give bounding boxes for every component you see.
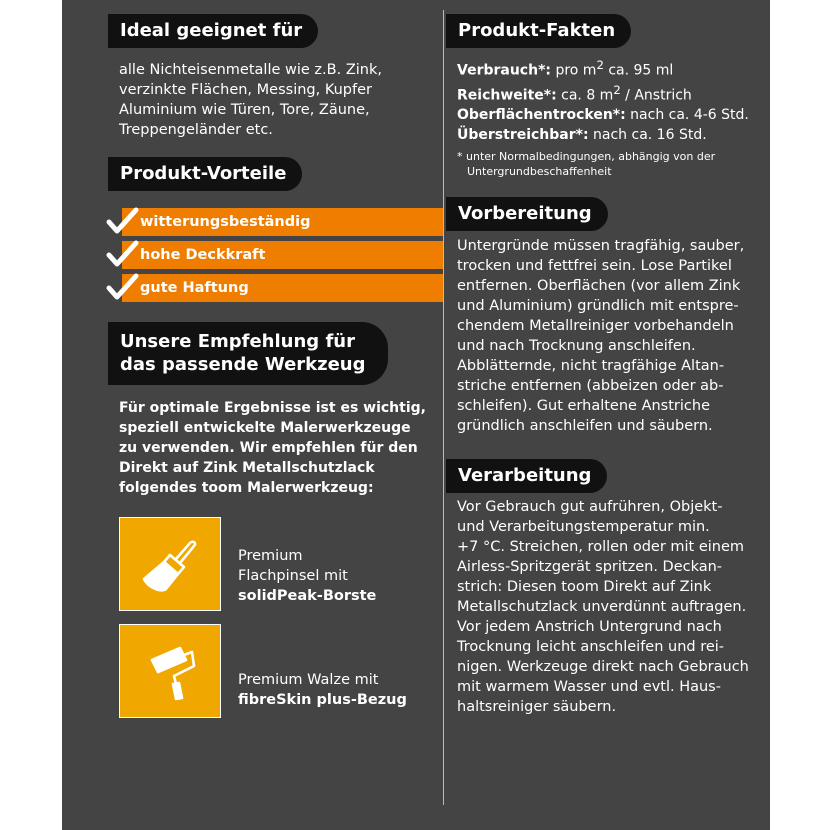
brush-icon [140,533,200,595]
empfehlung-heading: Unsere Empfehlung für das passende Werkzeug [108,322,388,385]
verarbeitung-heading: Verarbeitung [446,459,607,493]
brush-label: Premium Flachpinsel mit solidPeak-Borste [238,548,377,604]
fact-row: Oberflächentrocken*: nach ca. 4-6 Std. [457,107,749,124]
fact-row: Überstreichbar*: nach ca. 16 Std. [457,126,707,143]
ideal-text: alle Nichteisenmetalle wie z.B. Zink, verzinkte Flächen, Messing, Kupfer Aluminium wie Türen, Tore, Zäune, Treppengeländer etc. [119,62,382,138]
empfehlung-intro: Für optimale Ergebnisse ist es wichtig, speziell entwickelte Malerwerkzeuge zu verwenden. Wir empfehlen für den Direkt auf Zink Metallschutzlack folgendes toom Malerwerkzeug: [119,400,426,496]
benefit-item: hohe Deckkraft [122,241,443,269]
vorbereitung-text: Untergründe müssen tragfähig, sauber, trocken und fettfrei sein. Lose Partikel entfernen. Oberflächen (vor allem Zink und Aluminium) gründlich mit entspre- chendem Metallreiniger vorbehandeln und nach Trocknung anschleifen. Abblätternde, nicht tragfähige Altan- striche entfernen (abbeizen oder ab- schleifen). Gut erhaltene Anstriche gründlich anschleifen und säubern. [457,238,745,434]
brush-tile [119,517,221,611]
ideal-heading: Ideal geeignet für [108,14,318,48]
vorteile-heading: Produkt-Vorteile [108,157,302,191]
checkmark-icon [106,272,140,302]
fact-row: Verbrauch*: pro $m^2$ ca. 95 ml [457,58,674,79]
vorbereitung-heading: Vorbereitung [446,197,608,231]
roller-label: Premium Walze mit fibreSkin plus-Bezug [238,672,407,708]
benefit-item: witterungsbeständig [122,208,443,236]
fakten-heading: Produkt-Fakten [446,14,631,48]
fakten-note: * unter Normalbedingungen, abhängig von der Untergrundbeschaffenheit [457,150,716,179]
verarbeitung-text: Vor Gebrauch gut aufrühren, Objekt- und Verarbeitungstemperatur min. +7 °C. Streichen, rollen oder mit einem Airless-Spritzgerät spritzen. Deckan- strich: Diesen toom Direkt auf Zink Metallschutzlack unverdünnt auftragen. Vor jedem Anstrich Untergrund nach Trocknung leicht anschleifen und rei- nigen. Werkzeuge direkt nach Gebrauch mit warmem Wasser und evtl. Haus- haltsreiniger säubern. [457,499,749,715]
fakten-list [457,56,767,179]
roller-icon [140,640,200,702]
fact-row: Reichweite*: ca. 8 $m^2$ / Anstrich [457,83,692,104]
roller-tile [119,624,221,718]
column-divider [443,10,444,805]
checkmark-icon [106,239,140,269]
checkmark-icon [106,206,140,236]
benefit-item: gute Haftung [122,274,443,302]
